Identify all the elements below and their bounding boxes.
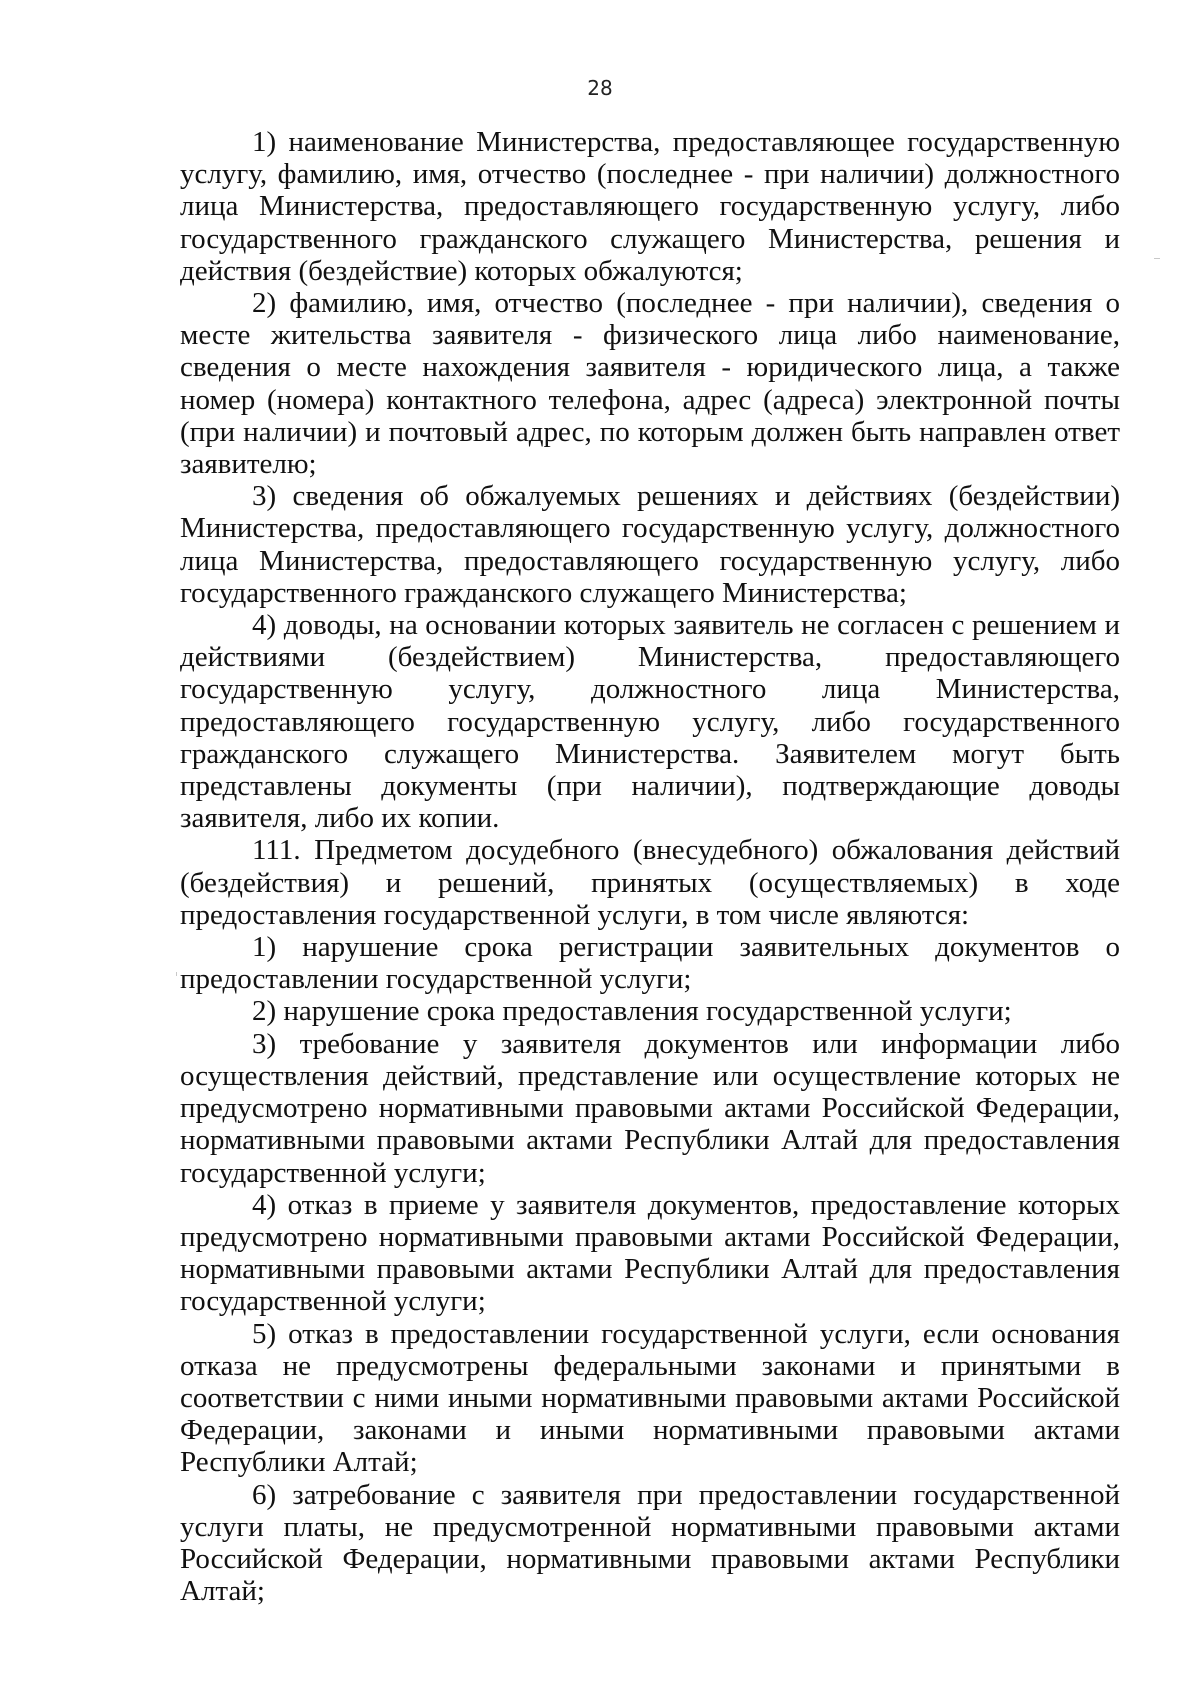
- paragraph-subitem-6-unlawful-fee: 6) затребование с заявителя при предоставлении государственной услуги платы, не предусмотренной нормативными правовыми актами Российской Федерации, нормативными правовыми актами Республики Алтай;: [180, 1478, 1120, 1608]
- paragraph-subitem-4-refusal-to-accept: 4) отказ в приеме у заявителя документов, предоставление которых предусмотрено нормативными правовыми актами Российской Федерации, нормативными правовыми актами Республики Алтай для предоставления государственной услуги;: [180, 1188, 1120, 1318]
- body-text: [180, 126, 1120, 1607]
- page-number: 28: [587, 76, 613, 100]
- paragraph-section-111: 111. Предметом досудебного (внесудебного) обжалования действий (бездействия) и решений, принятых (осуществляемых) в ходе предоставления государственной услуги, в том числе являются:: [180, 834, 1120, 931]
- paragraph-item-4-arguments: 4) доводы, на основании которых заявитель не согласен с решением и действиями (бездействием) Министерства, предоставляющего государственную услугу, должностного лица Министерства, предоставляющего государственную услугу, либо государственного гражданского служащего Министерства. Заявителем могут быть представлены документы (при наличии), подтверждающие доводы заявителя, либо их копии.: [180, 609, 1120, 835]
- paragraph-subitem-5-refusal-of-service: 5) отказ в предоставлении государственной услуги, если основания отказа не предусмотрены федеральными законами и принятыми в соответствии с ними иными нормативными правовыми актами Российской Федерации, законами и иными нормативными правовыми актами Республики Алтай;: [180, 1317, 1120, 1479]
- paragraph-subitem-1-registration-violation: 1) нарушение срока регистрации заявительных документов о предоставлении государственной услуги;: [180, 931, 1120, 996]
- paragraph-item-3-appealed-decisions: 3) сведения об обжалуемых решениях и действиях (бездействии) Министерства, предоставляющего государственную услугу, должностного лица Министерства, предоставляющего государственную услугу, либо государственного гражданского служащего Министерства;: [180, 480, 1120, 609]
- scan-artifact-mark: [1154, 258, 1160, 259]
- paragraph-item-2-applicant-details: 2) фамилию, имя, отчество (последнее - при наличии), сведения о месте жительства заявителя - физического лица либо наименование, сведения о месте нахождения заявителя - юридического лица, а также номер (номера) контактного телефона, адрес (адреса) электронной почты (при наличии) и почтовый адрес, по которым должен быть направлен ответ заявителю;: [180, 287, 1120, 481]
- paragraph-subitem-3-extra-documents: 3) требование у заявителя документов или информации либо осуществления действий, представление или осуществление которых не предусмотрено нормативными правовыми актами Российской Федерации, нормативными правовыми актами Республики Алтай для предоставления государственной услуги;: [180, 1027, 1120, 1189]
- scan-artifact-mark: [176, 972, 177, 976]
- paragraph-item-1-name-of-ministry: 1) наименование Министерства, предоставляющее государственную услугу, фамилию, имя, отчество (последнее - при наличии) должностного лица Министерства, предоставляющего государственную услугу, либо государственного гражданского служащего Министерства, решения и действия (бездействие) которых обжалуются;: [180, 126, 1120, 287]
- paragraph-subitem-2-term-violation: 2) нарушение срока предоставления государственной услуги;: [252, 995, 1012, 1028]
